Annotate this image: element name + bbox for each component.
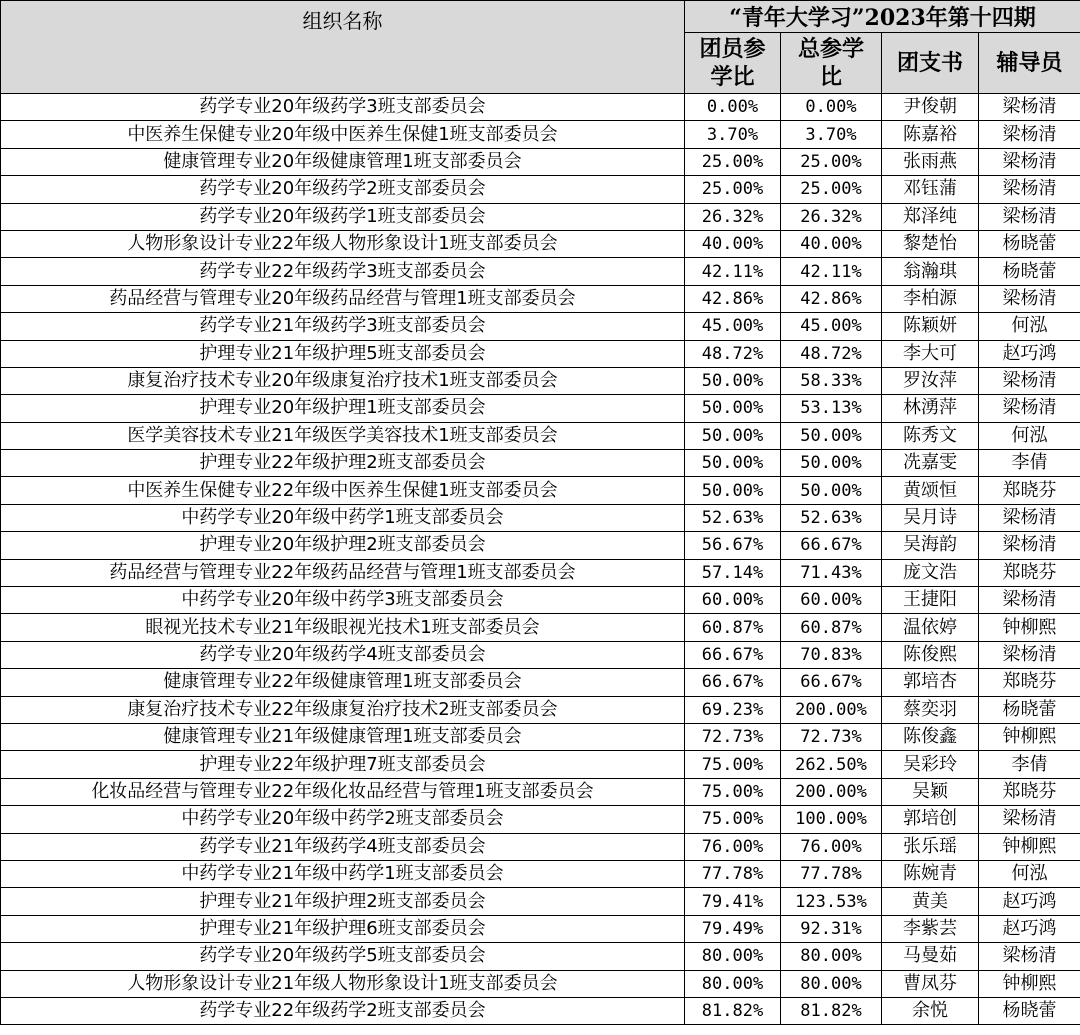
member-ratio-cell: 40.00% [685, 230, 781, 257]
table-row [1, 915, 1080, 942]
total-ratio-cell: 60.87% [781, 614, 882, 641]
advisor-cell: 何泓 [979, 313, 1080, 340]
member-ratio-cell: 76.00% [685, 833, 781, 860]
total-ratio-cell: 50.00% [781, 477, 882, 504]
secretary-cell: 林湧萍 [882, 395, 979, 422]
table-body [1, 94, 1080, 1025]
org-name-cell: 中医养生保健专业20年级中医养生保健1班支部委员会 [1, 121, 685, 148]
secretary-cell: 庞文浩 [882, 559, 979, 586]
advisor-cell: 杨晓蕾 [979, 230, 1080, 257]
advisor-cell: 郑晓芬 [979, 477, 1080, 504]
org-name-cell: 药学专业22年级药学2班支部委员会 [1, 997, 685, 1024]
secretary-cell: 李柏源 [882, 285, 979, 312]
advisor-cell: 梁杨清 [979, 641, 1080, 668]
secretary-cell: 蔡奕羽 [882, 696, 979, 723]
advisor-cell: 赵巧鸿 [979, 340, 1080, 367]
org-name-cell: 药品经营与管理专业22年级药品经营与管理1班支部委员会 [1, 559, 685, 586]
secretary-cell: 黄美 [882, 888, 979, 915]
secretary-cell: 翁瀚琪 [882, 258, 979, 285]
member-ratio-cell: 42.11% [685, 258, 781, 285]
org-name-cell: 健康管理专业20年级健康管理1班支部委员会 [1, 148, 685, 175]
org-name-cell: 药学专业20年级药学2班支部委员会 [1, 176, 685, 203]
member-ratio-cell: 80.00% [685, 943, 781, 970]
secretary-cell: 陈秀文 [882, 422, 979, 449]
advisor-cell: 钟柳熙 [979, 833, 1080, 860]
secretary-header: 团支书 [882, 33, 979, 94]
table-row [1, 258, 1080, 285]
total-ratio-cell: 81.82% [781, 997, 882, 1024]
table-row [1, 450, 1080, 477]
total-ratio-cell: 262.50% [781, 751, 882, 778]
table-row [1, 395, 1080, 422]
org-name-header: 组织名称 [1, 1, 685, 94]
advisor-cell: 梁杨清 [979, 395, 1080, 422]
secretary-cell: 吴海韵 [882, 532, 979, 559]
total-ratio-cell: 76.00% [781, 833, 882, 860]
advisor-cell: 钟柳熙 [979, 614, 1080, 641]
total-ratio-cell: 200.00% [781, 778, 882, 805]
member-ratio-cell: 72.73% [685, 723, 781, 750]
member-ratio-cell: 26.32% [685, 203, 781, 230]
advisor-cell: 梁杨清 [979, 367, 1080, 394]
total-ratio-cell: 48.72% [781, 340, 882, 367]
member-ratio-cell: 75.00% [685, 806, 781, 833]
member-ratio-cell: 79.49% [685, 915, 781, 942]
member-ratio-cell: 3.70% [685, 121, 781, 148]
total-ratio-cell: 40.00% [781, 230, 882, 257]
org-name-cell: 眼视光技术专业21年级眼视光技术1班支部委员会 [1, 614, 685, 641]
org-name-cell: 中药学专业20年级中药学2班支部委员会 [1, 806, 685, 833]
advisor-cell: 郑晓芬 [979, 669, 1080, 696]
member-ratio-cell: 66.67% [685, 641, 781, 668]
org-name-cell: 药学专业20年级药学4班支部委员会 [1, 641, 685, 668]
table-row [1, 723, 1080, 750]
org-name-cell: 中药学专业20年级中药学3班支部委员会 [1, 587, 685, 614]
member-ratio-cell: 75.00% [685, 778, 781, 805]
total-ratio-header [781, 33, 882, 94]
secretary-cell: 郑泽纯 [882, 203, 979, 230]
org-name-cell: 护理专业22年级护理7班支部委员会 [1, 751, 685, 778]
total-ratio-cell: 42.86% [781, 285, 882, 312]
org-name-cell: 护理专业22年级护理2班支部委员会 [1, 450, 685, 477]
secretary-cell: 李大可 [882, 340, 979, 367]
secretary-cell: 吴颖 [882, 778, 979, 805]
secretary-cell: 郭培杏 [882, 669, 979, 696]
table-row [1, 313, 1080, 340]
advisor-cell: 郑晓芬 [979, 559, 1080, 586]
advisor-cell: 何泓 [979, 422, 1080, 449]
total-ratio-cell: 25.00% [781, 148, 882, 175]
table-row [1, 669, 1080, 696]
org-name-cell: 护理专业21年级护理2班支部委员会 [1, 888, 685, 915]
advisor-cell: 梁杨清 [979, 94, 1080, 121]
table-row [1, 532, 1080, 559]
total-ratio-cell: 100.00% [781, 806, 882, 833]
org-name-cell: 中药学专业20年级中药学1班支部委员会 [1, 504, 685, 531]
member-ratio-cell: 66.67% [685, 669, 781, 696]
table-row [1, 230, 1080, 257]
org-name-cell: 人物形象设计专业22年级人物形象设计1班支部委员会 [1, 230, 685, 257]
advisor-cell: 李倩 [979, 450, 1080, 477]
table-row [1, 970, 1080, 997]
secretary-cell: 张雨燕 [882, 148, 979, 175]
table-row [1, 477, 1080, 504]
total-ratio-cell: 60.00% [781, 587, 882, 614]
member-ratio-cell: 57.14% [685, 559, 781, 586]
member-ratio-cell: 42.86% [685, 285, 781, 312]
table-row [1, 943, 1080, 970]
secretary-cell: 邓钰蒲 [882, 176, 979, 203]
secretary-cell: 罗汝萍 [882, 367, 979, 394]
advisor-cell: 梁杨清 [979, 203, 1080, 230]
table-row [1, 559, 1080, 586]
org-name-cell: 药学专业21年级药学4班支部委员会 [1, 833, 685, 860]
org-name-cell: 药学专业20年级药学5班支部委员会 [1, 943, 685, 970]
secretary-cell: 温依婷 [882, 614, 979, 641]
table-row [1, 614, 1080, 641]
org-name-cell: 医学美容技术专业21年级医学美容技术1班支部委员会 [1, 422, 685, 449]
secretary-cell: 陈婉青 [882, 860, 979, 887]
member-ratio-cell: 50.00% [685, 422, 781, 449]
advisor-cell: 杨晓蕾 [979, 258, 1080, 285]
table-row [1, 860, 1080, 887]
secretary-cell: 陈俊鑫 [882, 723, 979, 750]
member-ratio-cell: 77.78% [685, 860, 781, 887]
total-ratio-cell: 45.00% [781, 313, 882, 340]
table-row [1, 148, 1080, 175]
total-ratio-cell: 72.73% [781, 723, 882, 750]
advisor-cell: 梁杨清 [979, 176, 1080, 203]
table-row [1, 641, 1080, 668]
total-ratio-cell: 25.00% [781, 176, 882, 203]
secretary-cell: 李紫芸 [882, 915, 979, 942]
advisor-cell: 郑晓芬 [979, 778, 1080, 805]
table-row [1, 203, 1080, 230]
total-ratio-cell: 77.78% [781, 860, 882, 887]
member-ratio-header [685, 33, 781, 94]
total-ratio-cell: 3.70% [781, 121, 882, 148]
advisor-cell: 梁杨清 [979, 806, 1080, 833]
total-ratio-cell: 50.00% [781, 450, 882, 477]
table-row [1, 997, 1080, 1024]
secretary-cell: 黎楚怡 [882, 230, 979, 257]
advisor-cell: 何泓 [979, 860, 1080, 887]
org-name-cell: 护理专业21年级护理5班支部委员会 [1, 340, 685, 367]
total-ratio-cell: 50.00% [781, 422, 882, 449]
member-ratio-cell: 50.00% [685, 367, 781, 394]
org-name-cell: 药学专业20年级药学3班支部委员会 [1, 94, 685, 121]
total-ratio-cell: 52.63% [781, 504, 882, 531]
member-ratio-label: 团员参学比 [699, 36, 766, 90]
total-ratio-cell: 0.00% [781, 94, 882, 121]
org-name-cell: 药学专业21年级药学3班支部委员会 [1, 313, 685, 340]
org-name-cell: 中医养生保健专业22年级中医养生保健1班支部委员会 [1, 477, 685, 504]
secretary-cell: 张乐瑶 [882, 833, 979, 860]
secretary-cell: 王捷阳 [882, 587, 979, 614]
table-row [1, 587, 1080, 614]
member-ratio-cell: 60.00% [685, 587, 781, 614]
member-ratio-cell: 25.00% [685, 148, 781, 175]
secretary-cell: 马曼茹 [882, 943, 979, 970]
secretary-cell: 吴彩玲 [882, 751, 979, 778]
table-row [1, 778, 1080, 805]
total-ratio-cell: 70.83% [781, 641, 882, 668]
table-row [1, 806, 1080, 833]
table-row [1, 504, 1080, 531]
table-row [1, 285, 1080, 312]
org-name-cell: 护理专业20年级护理2班支部委员会 [1, 532, 685, 559]
advisor-cell: 杨晓蕾 [979, 696, 1080, 723]
table-row [1, 696, 1080, 723]
advisor-cell: 梁杨清 [979, 532, 1080, 559]
org-name-cell: 健康管理专业22年级健康管理1班支部委员会 [1, 669, 685, 696]
table-row [1, 340, 1080, 367]
secretary-cell: 陈颖妍 [882, 313, 979, 340]
total-ratio-cell: 26.32% [781, 203, 882, 230]
member-ratio-cell: 50.00% [685, 395, 781, 422]
secretary-cell: 陈俊熙 [882, 641, 979, 668]
advisor-cell: 梁杨清 [979, 504, 1080, 531]
org-name-cell: 护理专业21年级护理6班支部委员会 [1, 915, 685, 942]
total-ratio-cell: 80.00% [781, 970, 882, 997]
org-name-cell: 人物形象设计专业21年级人物形象设计1班支部委员会 [1, 970, 685, 997]
total-ratio-cell: 123.53% [781, 888, 882, 915]
member-ratio-cell: 56.67% [685, 532, 781, 559]
period-title: “青年大学习”2023年第十四期 [685, 1, 1080, 33]
table-row [1, 833, 1080, 860]
member-ratio-cell: 50.00% [685, 477, 781, 504]
secretary-cell: 吴月诗 [882, 504, 979, 531]
secretary-cell: 黄颂恒 [882, 477, 979, 504]
advisor-header: 辅导员 [979, 33, 1080, 94]
advisor-cell: 钟柳熙 [979, 970, 1080, 997]
member-ratio-cell: 81.82% [685, 997, 781, 1024]
secretary-cell: 陈嘉裕 [882, 121, 979, 148]
table-row [1, 94, 1080, 121]
org-name-cell: 健康管理专业21年级健康管理1班支部委员会 [1, 723, 685, 750]
table-row [1, 176, 1080, 203]
total-ratio-cell: 58.33% [781, 367, 882, 394]
org-name-cell: 护理专业20年级护理1班支部委员会 [1, 395, 685, 422]
org-name-cell: 药学专业20年级药学1班支部委员会 [1, 203, 685, 230]
advisor-cell: 杨晓蕾 [979, 997, 1080, 1024]
org-name-cell: 康复治疗技术专业22年级康复治疗技术2班支部委员会 [1, 696, 685, 723]
member-ratio-cell: 69.23% [685, 696, 781, 723]
member-ratio-cell: 52.63% [685, 504, 781, 531]
member-ratio-cell: 25.00% [685, 176, 781, 203]
secretary-cell: 余悦 [882, 997, 979, 1024]
total-ratio-cell: 53.13% [781, 395, 882, 422]
advisor-cell: 梁杨清 [979, 148, 1080, 175]
advisor-cell: 梁杨清 [979, 121, 1080, 148]
total-ratio-label: 总参学比 [797, 36, 864, 90]
table-row [1, 367, 1080, 394]
org-name-cell: 药品经营与管理专业20年级药品经营与管理1班支部委员会 [1, 285, 685, 312]
advisor-cell: 梁杨清 [979, 285, 1080, 312]
advisor-cell: 赵巧鸿 [979, 888, 1080, 915]
org-name-cell: 中药学专业21年级中药学1班支部委员会 [1, 860, 685, 887]
table-row [1, 121, 1080, 148]
table-row [1, 888, 1080, 915]
advisor-cell: 李倩 [979, 751, 1080, 778]
org-name-cell: 康复治疗技术专业20年级康复治疗技术1班支部委员会 [1, 367, 685, 394]
total-ratio-cell: 71.43% [781, 559, 882, 586]
org-name-cell: 化妆品经营与管理专业22年级化妆品经营与管理1班支部委员会 [1, 778, 685, 805]
secretary-cell: 曹凤芬 [882, 970, 979, 997]
org-name-cell: 药学专业22年级药学3班支部委员会 [1, 258, 685, 285]
total-ratio-cell: 66.67% [781, 532, 882, 559]
total-ratio-cell: 42.11% [781, 258, 882, 285]
member-ratio-cell: 80.00% [685, 970, 781, 997]
member-ratio-cell: 60.87% [685, 614, 781, 641]
secretary-cell: 郭培创 [882, 806, 979, 833]
advisor-cell: 赵巧鸿 [979, 915, 1080, 942]
total-ratio-cell: 92.31% [781, 915, 882, 942]
member-ratio-cell: 45.00% [685, 313, 781, 340]
member-ratio-cell: 75.00% [685, 751, 781, 778]
total-ratio-cell: 80.00% [781, 943, 882, 970]
member-ratio-cell: 50.00% [685, 450, 781, 477]
member-ratio-cell: 79.41% [685, 888, 781, 915]
total-ratio-cell: 200.00% [781, 696, 882, 723]
total-ratio-cell: 66.67% [781, 669, 882, 696]
table-row [1, 751, 1080, 778]
member-ratio-cell: 48.72% [685, 340, 781, 367]
table-row [1, 422, 1080, 449]
advisor-cell: 钟柳熙 [979, 723, 1080, 750]
secretary-cell: 尹俊朝 [882, 94, 979, 121]
advisor-cell: 梁杨清 [979, 587, 1080, 614]
secretary-cell: 冼嘉雯 [882, 450, 979, 477]
advisor-cell: 梁杨清 [979, 943, 1080, 970]
member-ratio-cell: 0.00% [685, 94, 781, 121]
